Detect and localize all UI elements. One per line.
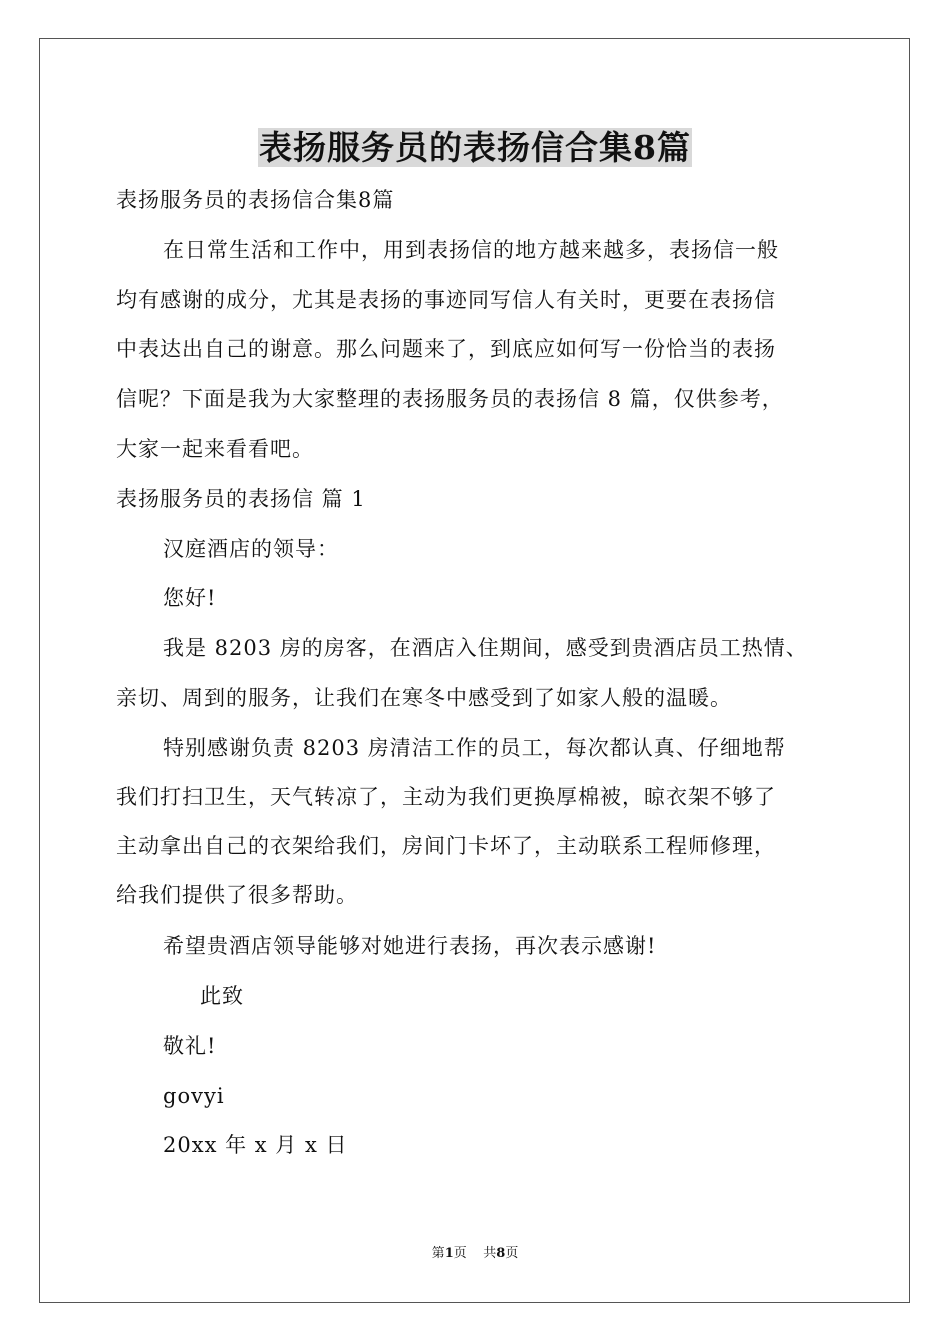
- date: 20xx 年 x 月 x 日: [163, 1133, 348, 1157]
- page-footer: [0, 1245, 950, 1263]
- footer-suffix: 页: [505, 1246, 519, 1261]
- body-line: 我们打扫卫生，天气转凉了，主动为我们更换厚棉被，晾衣架不够了: [116, 785, 776, 809]
- title-text: 表扬服务员的表扬信合集8篇: [259, 128, 691, 167]
- body-line: 希望贵酒店领导能够对她进行表扬，再次表示感谢!: [163, 934, 657, 958]
- total-pages: 8: [496, 1246, 506, 1261]
- intro-line: 在日常生活和工作中，用到表扬信的地方越来越多，表扬信一般: [163, 238, 779, 262]
- closing-line: 此致: [200, 984, 244, 1008]
- body-line: 亲切、周到的服务，让我们在寒冬中感受到了如家人般的温暖。: [116, 686, 732, 710]
- page-border: [39, 38, 910, 1303]
- subtitle: 表扬服务员的表扬信合集8篇: [116, 188, 395, 212]
- signature: govyi: [163, 1084, 225, 1108]
- greeting: 您好!: [163, 586, 217, 610]
- intro-line: 中表达出自己的谢意。那么问题来了，到底应如何写一份恰当的表扬: [116, 337, 776, 361]
- body-line: 主动拿出自己的衣架给我们，房间门卡坏了，主动联系工程师修理，: [116, 834, 776, 858]
- intro-line: 信呢？下面是我为大家整理的表扬服务员的表扬信 8 篇，仅供参考，: [116, 387, 784, 411]
- section-heading: 表扬服务员的表扬信 篇 1: [116, 487, 366, 511]
- footer-middle: 页 共: [453, 1246, 497, 1261]
- intro-line: 均有感谢的成分，尤其是表扬的事迹同写信人有关时，更要在表扬信: [116, 288, 776, 312]
- body-line: 给我们提供了很多帮助。: [116, 883, 358, 907]
- body-line: 特别感谢负责 8203 房清洁工作的员工，每次都认真、仔细地帮: [163, 736, 786, 760]
- salutation: 汉庭酒店的领导：: [163, 537, 339, 561]
- current-page: 1: [444, 1246, 454, 1261]
- body-line: 我是 8203 房的房客，在酒店入住期间，感受到贵酒店员工热情、: [163, 636, 808, 660]
- intro-line: 大家一起来看看吧。: [116, 437, 314, 461]
- closing-line: 敬礼!: [163, 1034, 217, 1058]
- footer-prefix: 第: [431, 1246, 445, 1261]
- document-title: [0, 124, 950, 172]
